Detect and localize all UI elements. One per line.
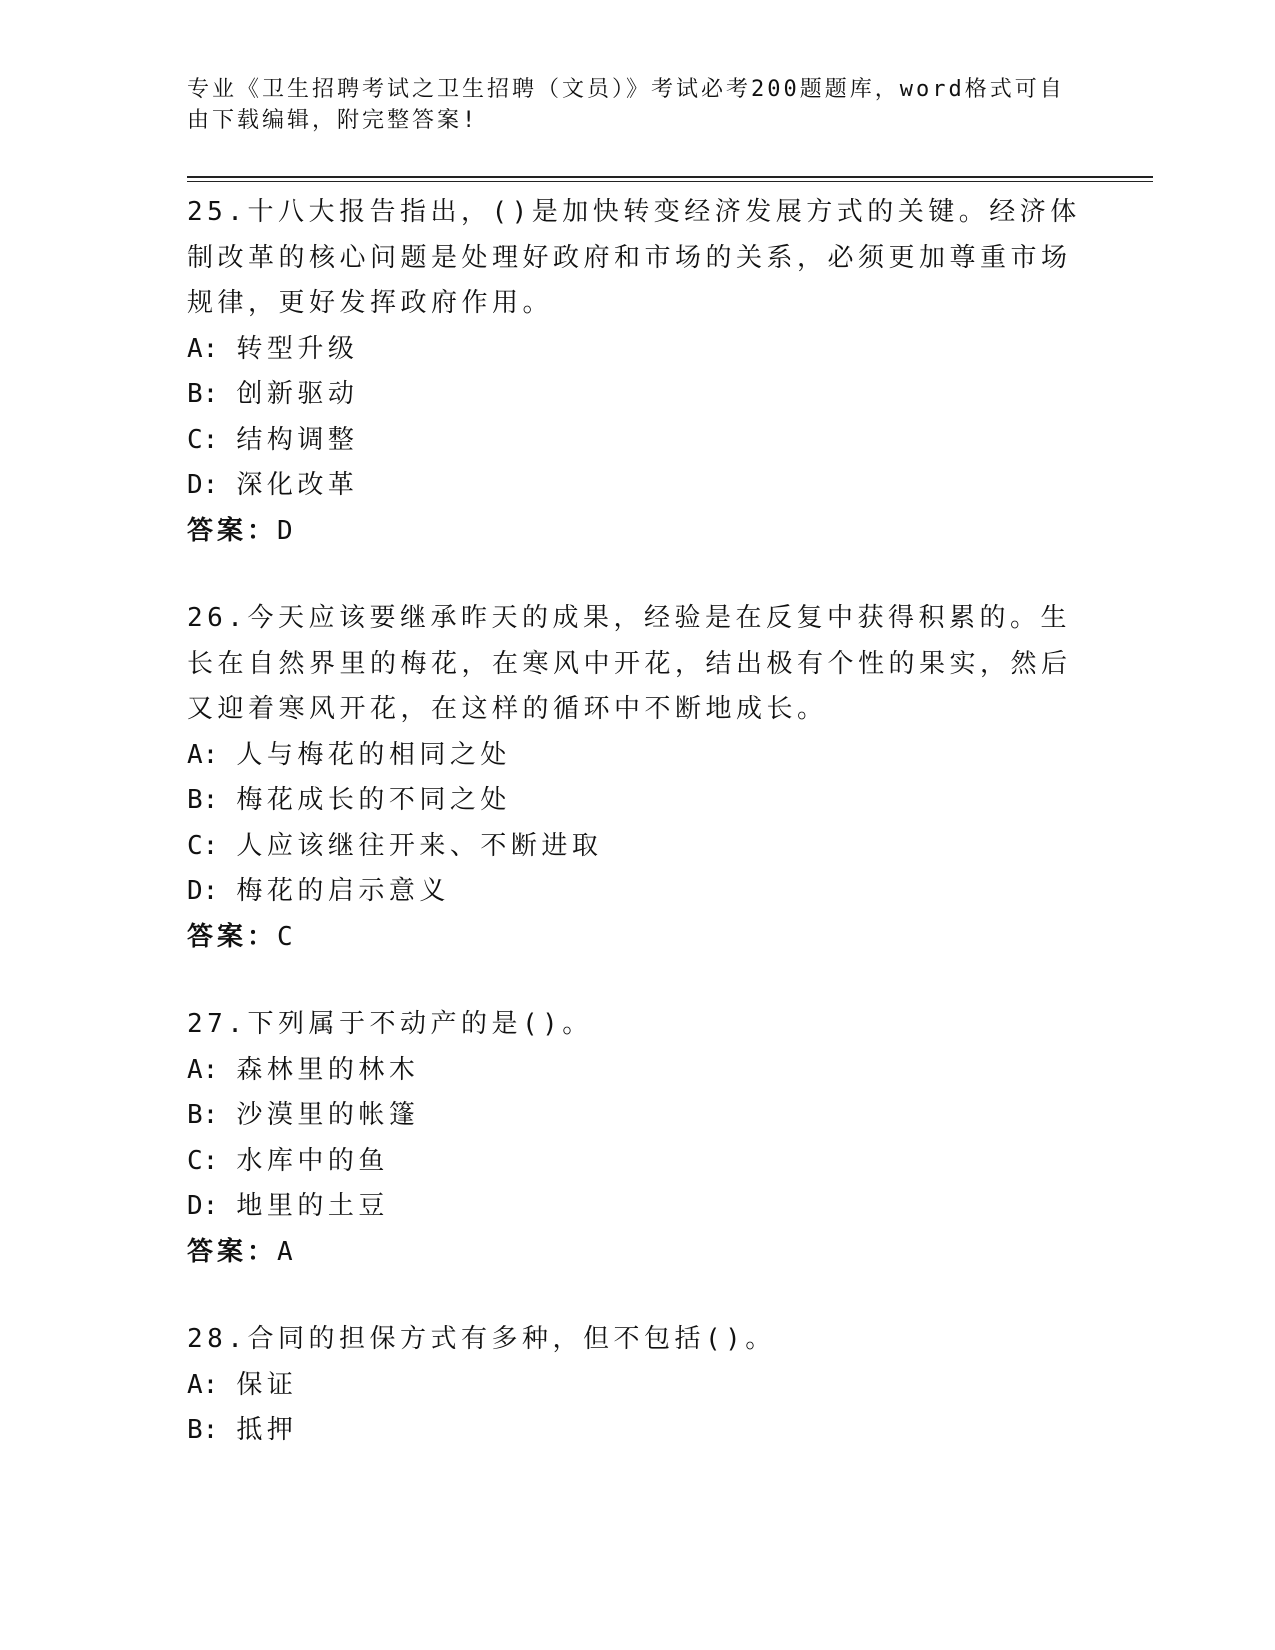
option-text: 水库中的鱼 <box>236 1145 389 1176</box>
option-text: 森林里的林木 <box>236 1054 420 1085</box>
header-divider-thick <box>187 176 1153 178</box>
option-c <box>187 1139 1087 1185</box>
option-letter: A: <box>187 739 219 770</box>
option-letter: B: <box>187 1100 219 1130</box>
option-d <box>187 869 1087 915</box>
answer-line <box>187 509 1087 555</box>
option-b <box>187 1408 1087 1454</box>
answer-value: C <box>277 921 297 952</box>
option-d <box>187 463 1087 509</box>
option-letter: A: <box>187 333 219 364</box>
option-text: 结构调整 <box>236 424 359 455</box>
option-letter: D: <box>187 470 219 500</box>
option-letter: A: <box>187 1369 219 1400</box>
option-text: 人与梅花的相同之处 <box>236 739 511 770</box>
option-b <box>187 372 1087 418</box>
option-text: 创新驱动 <box>236 379 359 409</box>
option-text: 转型升级 <box>236 333 359 364</box>
option-c <box>187 418 1087 464</box>
option-text: 人应该继往开来、不断进取 <box>236 830 603 861</box>
question-text: 28.合同的担保方式有多种，但不包括()。 <box>187 1324 776 1354</box>
option-text: 梅花的启示意义 <box>236 876 450 906</box>
question-list <box>187 190 1087 1496</box>
option-a <box>187 1363 1087 1409</box>
question-text: 26.今天应该要继承昨天的成果，经验是在反复中获得积累的。生长在自然界里的梅花，在寒风中开花，结出极有个性的果实，然后又迎着寒风开花，在这样的循环中不断地成长。 <box>187 603 1072 724</box>
option-letter: A: <box>187 1054 219 1085</box>
option-a <box>187 327 1087 373</box>
option-letter: C: <box>187 1145 219 1176</box>
option-letter: B: <box>187 379 219 409</box>
option-letter: C: <box>187 424 219 455</box>
question-text: 27.下列属于不动产的是()。 <box>187 1009 593 1039</box>
option-letter: D: <box>187 876 219 906</box>
question-text: 25.十八大报告指出，()是加快转变经济发展方式的关键。经济体制改革的核心问题是处理好政府和市场的关系，必须更加尊重市场规律，更好发挥政府作用。 <box>187 197 1081 318</box>
answer-line <box>187 1230 1087 1276</box>
answer-value: A <box>277 1236 297 1267</box>
option-text: 保证 <box>236 1369 298 1400</box>
header-line-2: 由下载编辑，附完整答案! <box>187 108 479 133</box>
answer-value: D <box>277 515 297 546</box>
option-letter: C: <box>187 830 219 861</box>
header-line-1: 专业《卫生招聘考试之卫生招聘（文员）》考试必考200题题库，word格式可自 <box>187 77 1065 102</box>
question-27 <box>187 1002 1087 1275</box>
option-letter: B: <box>187 1415 219 1445</box>
header-divider-thin <box>187 181 1153 182</box>
option-d <box>187 1184 1087 1230</box>
option-text: 深化改革 <box>236 470 359 500</box>
option-c <box>187 824 1087 870</box>
answer-label: 答案： <box>187 515 278 546</box>
option-text: 地里的土豆 <box>236 1191 389 1221</box>
answer-label: 答案： <box>187 921 278 952</box>
answer-line <box>187 915 1087 961</box>
question-28 <box>187 1317 1087 1454</box>
option-b <box>187 1093 1087 1139</box>
document-header <box>187 74 1067 136</box>
answer-label: 答案： <box>187 1236 278 1267</box>
option-b <box>187 778 1087 824</box>
option-a <box>187 733 1087 779</box>
option-letter: B: <box>187 785 219 815</box>
option-text: 梅花成长的不同之处 <box>236 785 511 815</box>
question-26 <box>187 596 1087 960</box>
question-25 <box>187 190 1087 554</box>
option-text: 沙漠里的帐篷 <box>236 1100 420 1130</box>
option-text: 抵押 <box>236 1415 298 1445</box>
option-a <box>187 1048 1087 1094</box>
option-letter: D: <box>187 1191 219 1221</box>
